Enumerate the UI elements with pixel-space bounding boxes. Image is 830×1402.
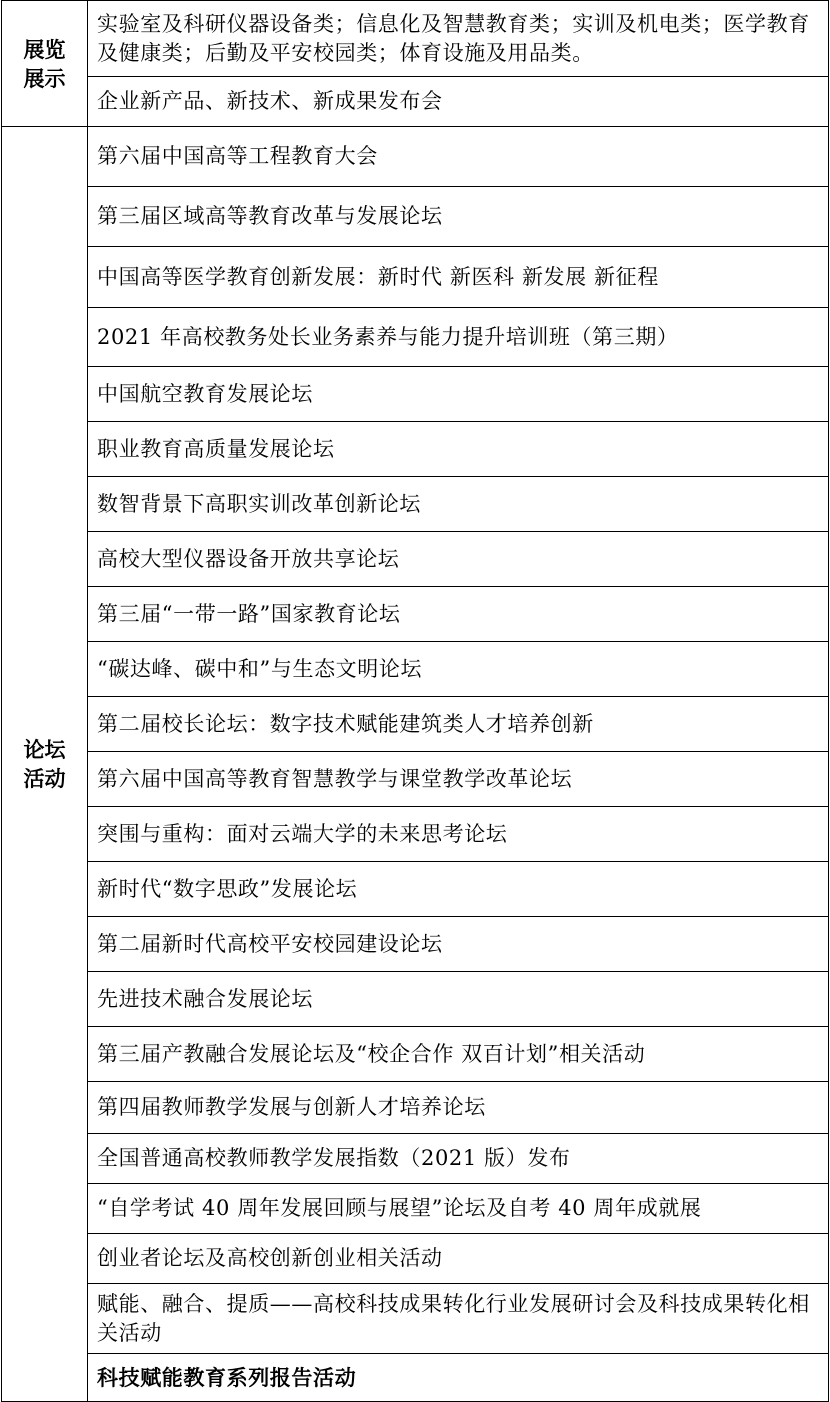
forum-row	[2, 247, 829, 308]
forum-row	[2, 587, 829, 642]
forum-row	[2, 1284, 829, 1354]
forum-row	[2, 1134, 829, 1184]
forum-item: 突围与重构：面对云端大学的未来思考论坛	[88, 807, 829, 862]
forum-item: 第三届“一带一路”国家教育论坛	[88, 587, 829, 642]
forum-item: 第六届中国高等工程教育大会	[88, 127, 829, 187]
forum-item: 先进技术融合发展论坛	[88, 972, 829, 1027]
exhibition-categories: 实验室及科研仪器设备类；信息化及智慧教育类；实训及机电类；医学教育及健康类；后勤及平安校园类；体育设施及用品类。	[88, 1, 829, 77]
forum-row	[2, 532, 829, 587]
forum-row	[2, 1027, 829, 1082]
section-label-forum	[2, 127, 88, 1402]
exhibition-row-2	[2, 77, 829, 127]
event-schedule-table	[1, 0, 829, 1402]
forum-item: “自学考试 40 周年发展回顾与展望”论坛及自考 40 周年成就展	[88, 1184, 829, 1234]
forum-item: 赋能、融合、提质——高校科技成果转化行业发展研讨会及科技成果转化相关活动	[88, 1284, 829, 1354]
forum-item: 第二届新时代高校平安校园建设论坛	[88, 917, 829, 972]
forum-item: 全国普通高校教师教学发展指数（2021 版）发布	[88, 1134, 829, 1184]
forum-item: 2021 年高校教务处长业务素养与能力提升培训班（第三期）	[88, 308, 829, 367]
forum-item: 中国航空教育发展论坛	[88, 367, 829, 422]
section-label-line: 展览	[23, 36, 66, 62]
forum-row	[2, 972, 829, 1027]
forum-row	[2, 642, 829, 697]
forum-item: 中国高等医学教育创新发展：新时代 新医科 新发展 新征程	[88, 247, 829, 308]
forum-item: 职业教育高质量发展论坛	[88, 422, 829, 477]
exhibition-launch-event: 企业新产品、新技术、新成果发布会	[88, 77, 829, 127]
section-label-line: 展示	[23, 65, 66, 91]
forum-row	[2, 1184, 829, 1234]
forum-item: 第六届中国高等教育智慧教学与课堂教学改革论坛	[88, 752, 829, 807]
forum-item: 第三届区域高等教育改革与发展论坛	[88, 187, 829, 247]
forum-item: 第三届产教融合发展论坛及“校企合作 双百计划”相关活动	[88, 1027, 829, 1082]
forum-item: 第二届校长论坛：数字技术赋能建筑类人才培养创新	[88, 697, 829, 752]
forum-row	[2, 422, 829, 477]
section-label-line: 论坛	[23, 737, 66, 762]
forum-row	[2, 1354, 829, 1402]
forum-row	[2, 697, 829, 752]
forum-item: 数智背景下高职实训改革创新论坛	[88, 477, 829, 532]
section-label-line: 活动	[23, 766, 66, 791]
forum-row	[2, 917, 829, 972]
forum-row	[2, 752, 829, 807]
forum-item: 创业者论坛及高校创新创业相关活动	[88, 1234, 829, 1284]
forum-row	[2, 127, 829, 187]
forum-row	[2, 477, 829, 532]
forum-row	[2, 862, 829, 917]
forum-item: “碳达峰、碳中和”与生态文明论坛	[88, 642, 829, 697]
forum-row	[2, 308, 829, 367]
forum-item: 高校大型仪器设备开放共享论坛	[88, 532, 829, 587]
exhibition-row-1	[2, 1, 829, 77]
forum-row	[2, 187, 829, 247]
forum-item: 新时代“数字思政”发展论坛	[88, 862, 829, 917]
forum-row	[2, 367, 829, 422]
section-label-exhibition	[2, 1, 88, 127]
forum-item: 第四届教师教学发展与创新人才培养论坛	[88, 1082, 829, 1134]
forum-item: 科技赋能教育系列报告活动	[88, 1354, 829, 1402]
forum-row	[2, 1234, 829, 1284]
forum-row	[2, 1082, 829, 1134]
forum-row	[2, 807, 829, 862]
